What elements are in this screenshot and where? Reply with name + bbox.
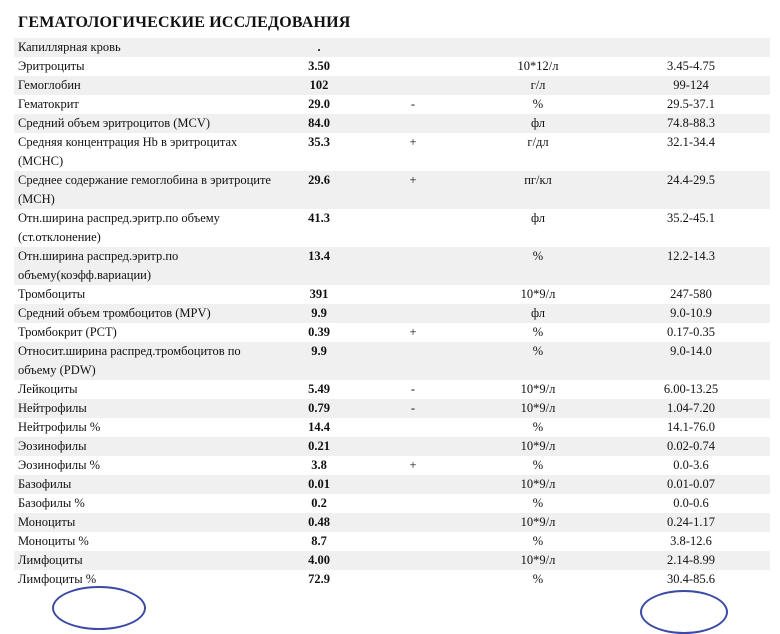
test-name: Отн.ширина распред.эритр.по объему (ст.отклонение)	[14, 209, 276, 247]
test-name: Эозинофилы	[14, 437, 276, 456]
test-name: Средний объем эритроцитов (MCV)	[14, 114, 276, 133]
test-value: 13.4	[276, 247, 362, 285]
table-row	[14, 38, 770, 57]
reference-range: 29.5-37.1	[612, 95, 770, 114]
table-row	[14, 114, 770, 133]
reference-range: 35.2-45.1	[612, 209, 770, 247]
test-name: Гематокрит	[14, 95, 276, 114]
test-value: 0.2	[276, 494, 362, 513]
table-row	[14, 380, 770, 399]
deviation-flag: +	[362, 133, 464, 171]
test-value: 0.79	[276, 399, 362, 418]
reference-range: 24.4-29.5	[612, 171, 770, 209]
test-value: 0.39	[276, 323, 362, 342]
test-unit: г/дл	[464, 133, 612, 171]
reference-range: 30.4-85.6	[612, 570, 770, 589]
test-value: 0.21	[276, 437, 362, 456]
reference-range: 0.02-0.74	[612, 437, 770, 456]
test-unit: %	[464, 247, 612, 285]
test-name: Средняя концентрация Hb в эритроцитах (MCHC)	[14, 133, 276, 171]
test-unit: 10*9/л	[464, 399, 612, 418]
test-value: 84.0	[276, 114, 362, 133]
test-unit: пг/кл	[464, 171, 612, 209]
test-value: .	[276, 38, 362, 57]
test-name: Базофилы %	[14, 494, 276, 513]
table-row	[14, 418, 770, 437]
reference-range: 32.1-34.4	[612, 133, 770, 171]
test-value: 29.6	[276, 171, 362, 209]
test-unit: 10*9/л	[464, 285, 612, 304]
test-unit: %	[464, 532, 612, 551]
table-row	[14, 171, 770, 209]
reference-range: 2.14-8.99	[612, 551, 770, 570]
deviation-flag: -	[362, 95, 464, 114]
table-row	[14, 475, 770, 494]
reference-range: 1.04-7.20	[612, 399, 770, 418]
table-row	[14, 209, 770, 247]
deviation-flag	[362, 247, 464, 285]
deviation-flag	[362, 494, 464, 513]
table-row	[14, 456, 770, 475]
test-value: 8.7	[276, 532, 362, 551]
table-row	[14, 437, 770, 456]
test-value: 0.01	[276, 475, 362, 494]
table-row	[14, 513, 770, 532]
table-row	[14, 570, 770, 589]
test-unit: г/л	[464, 76, 612, 95]
test-value: 0.48	[276, 513, 362, 532]
deviation-flag	[362, 209, 464, 247]
test-name: Моноциты %	[14, 532, 276, 551]
test-unit: 10*12/л	[464, 57, 612, 76]
test-value: 9.9	[276, 304, 362, 323]
deviation-flag	[362, 475, 464, 494]
deviation-flag	[362, 532, 464, 551]
table-row	[14, 304, 770, 323]
reference-range: 3.45-4.75	[612, 57, 770, 76]
deviation-flag: +	[362, 171, 464, 209]
test-name: Гемоглобин	[14, 76, 276, 95]
test-name: Капиллярная кровь	[14, 38, 276, 57]
deviation-flag	[362, 285, 464, 304]
test-unit: %	[464, 494, 612, 513]
deviation-flag	[362, 570, 464, 589]
reference-range: 247-580	[612, 285, 770, 304]
test-unit: 10*9/л	[464, 475, 612, 494]
test-value: 29.0	[276, 95, 362, 114]
table-row	[14, 494, 770, 513]
test-name: Эритроциты	[14, 57, 276, 76]
test-value: 14.4	[276, 418, 362, 437]
reference-range: 74.8-88.3	[612, 114, 770, 133]
test-unit: 10*9/л	[464, 380, 612, 399]
table-row	[14, 342, 770, 380]
test-unit	[464, 38, 612, 57]
reference-range	[612, 38, 770, 57]
test-name: Нейтрофилы	[14, 399, 276, 418]
test-name: Средний объем тромбоцитов (MPV)	[14, 304, 276, 323]
deviation-flag	[362, 551, 464, 570]
deviation-flag: +	[362, 323, 464, 342]
results-table	[14, 38, 770, 589]
test-name: Моноциты	[14, 513, 276, 532]
test-name: Среднее содержание гемоглобина в эритроците (MCH)	[14, 171, 276, 209]
deviation-flag: -	[362, 399, 464, 418]
test-value: 5.49	[276, 380, 362, 399]
test-unit: %	[464, 95, 612, 114]
reference-range: 0.24-1.17	[612, 513, 770, 532]
reference-range: 3.8-12.6	[612, 532, 770, 551]
test-value: 41.3	[276, 209, 362, 247]
test-unit: %	[464, 323, 612, 342]
results-table-body	[14, 38, 770, 589]
deviation-flag	[362, 437, 464, 456]
test-name: Лимфоциты	[14, 551, 276, 570]
deviation-flag	[362, 38, 464, 57]
test-name: Тромбокрит (PCT)	[14, 323, 276, 342]
test-unit: фл	[464, 209, 612, 247]
test-unit: фл	[464, 304, 612, 323]
deviation-flag: +	[362, 456, 464, 475]
reference-range: 0.0-3.6	[612, 456, 770, 475]
test-unit: %	[464, 570, 612, 589]
table-row	[14, 76, 770, 95]
reference-range: 0.01-0.07	[612, 475, 770, 494]
reference-range: 6.00-13.25	[612, 380, 770, 399]
table-row	[14, 399, 770, 418]
test-name: Нейтрофилы %	[14, 418, 276, 437]
test-unit: 10*9/л	[464, 437, 612, 456]
test-name: Лимфоциты %	[14, 570, 276, 589]
table-row	[14, 133, 770, 171]
stamp-seal-right	[640, 590, 728, 634]
deviation-flag	[362, 114, 464, 133]
reference-range: 9.0-14.0	[612, 342, 770, 380]
test-name: Тромбоциты	[14, 285, 276, 304]
test-value: 391	[276, 285, 362, 304]
test-value: 35.3	[276, 133, 362, 171]
reference-range: 12.2-14.3	[612, 247, 770, 285]
deviation-flag	[362, 76, 464, 95]
test-value: 3.8	[276, 456, 362, 475]
test-name: Относит.ширина распред.тромбоцитов по объему (PDW)	[14, 342, 276, 380]
table-row	[14, 95, 770, 114]
table-row	[14, 247, 770, 285]
table-row	[14, 285, 770, 304]
test-unit: фл	[464, 114, 612, 133]
test-value: 4.00	[276, 551, 362, 570]
reference-range: 14.1-76.0	[612, 418, 770, 437]
table-row	[14, 57, 770, 76]
table-row	[14, 323, 770, 342]
table-row	[14, 551, 770, 570]
deviation-flag	[362, 418, 464, 437]
reference-range: 0.17-0.35	[612, 323, 770, 342]
test-unit: 10*9/л	[464, 551, 612, 570]
test-unit: 10*9/л	[464, 513, 612, 532]
deviation-flag: -	[362, 380, 464, 399]
stamp-seal-left	[52, 586, 146, 630]
test-name: Эозинофилы %	[14, 456, 276, 475]
test-unit: %	[464, 456, 612, 475]
test-value: 3.50	[276, 57, 362, 76]
deviation-flag	[362, 304, 464, 323]
test-name: Отн.ширина распред.эритр.по объему(коэфф.вариации)	[14, 247, 276, 285]
deviation-flag	[362, 513, 464, 532]
deviation-flag	[362, 342, 464, 380]
test-value: 72.9	[276, 570, 362, 589]
reference-range: 0.0-0.6	[612, 494, 770, 513]
reference-range: 99-124	[612, 76, 770, 95]
table-row	[14, 532, 770, 551]
test-name: Лейкоциты	[14, 380, 276, 399]
reference-range: 9.0-10.9	[612, 304, 770, 323]
deviation-flag	[362, 57, 464, 76]
test-unit: %	[464, 418, 612, 437]
test-unit: %	[464, 342, 612, 380]
test-value: 9.9	[276, 342, 362, 380]
test-name: Базофилы	[14, 475, 276, 494]
report-title: ГЕМАТОЛОГИЧЕСКИЕ ИССЛЕДОВАНИЯ	[18, 14, 351, 31]
test-value: 102	[276, 76, 362, 95]
